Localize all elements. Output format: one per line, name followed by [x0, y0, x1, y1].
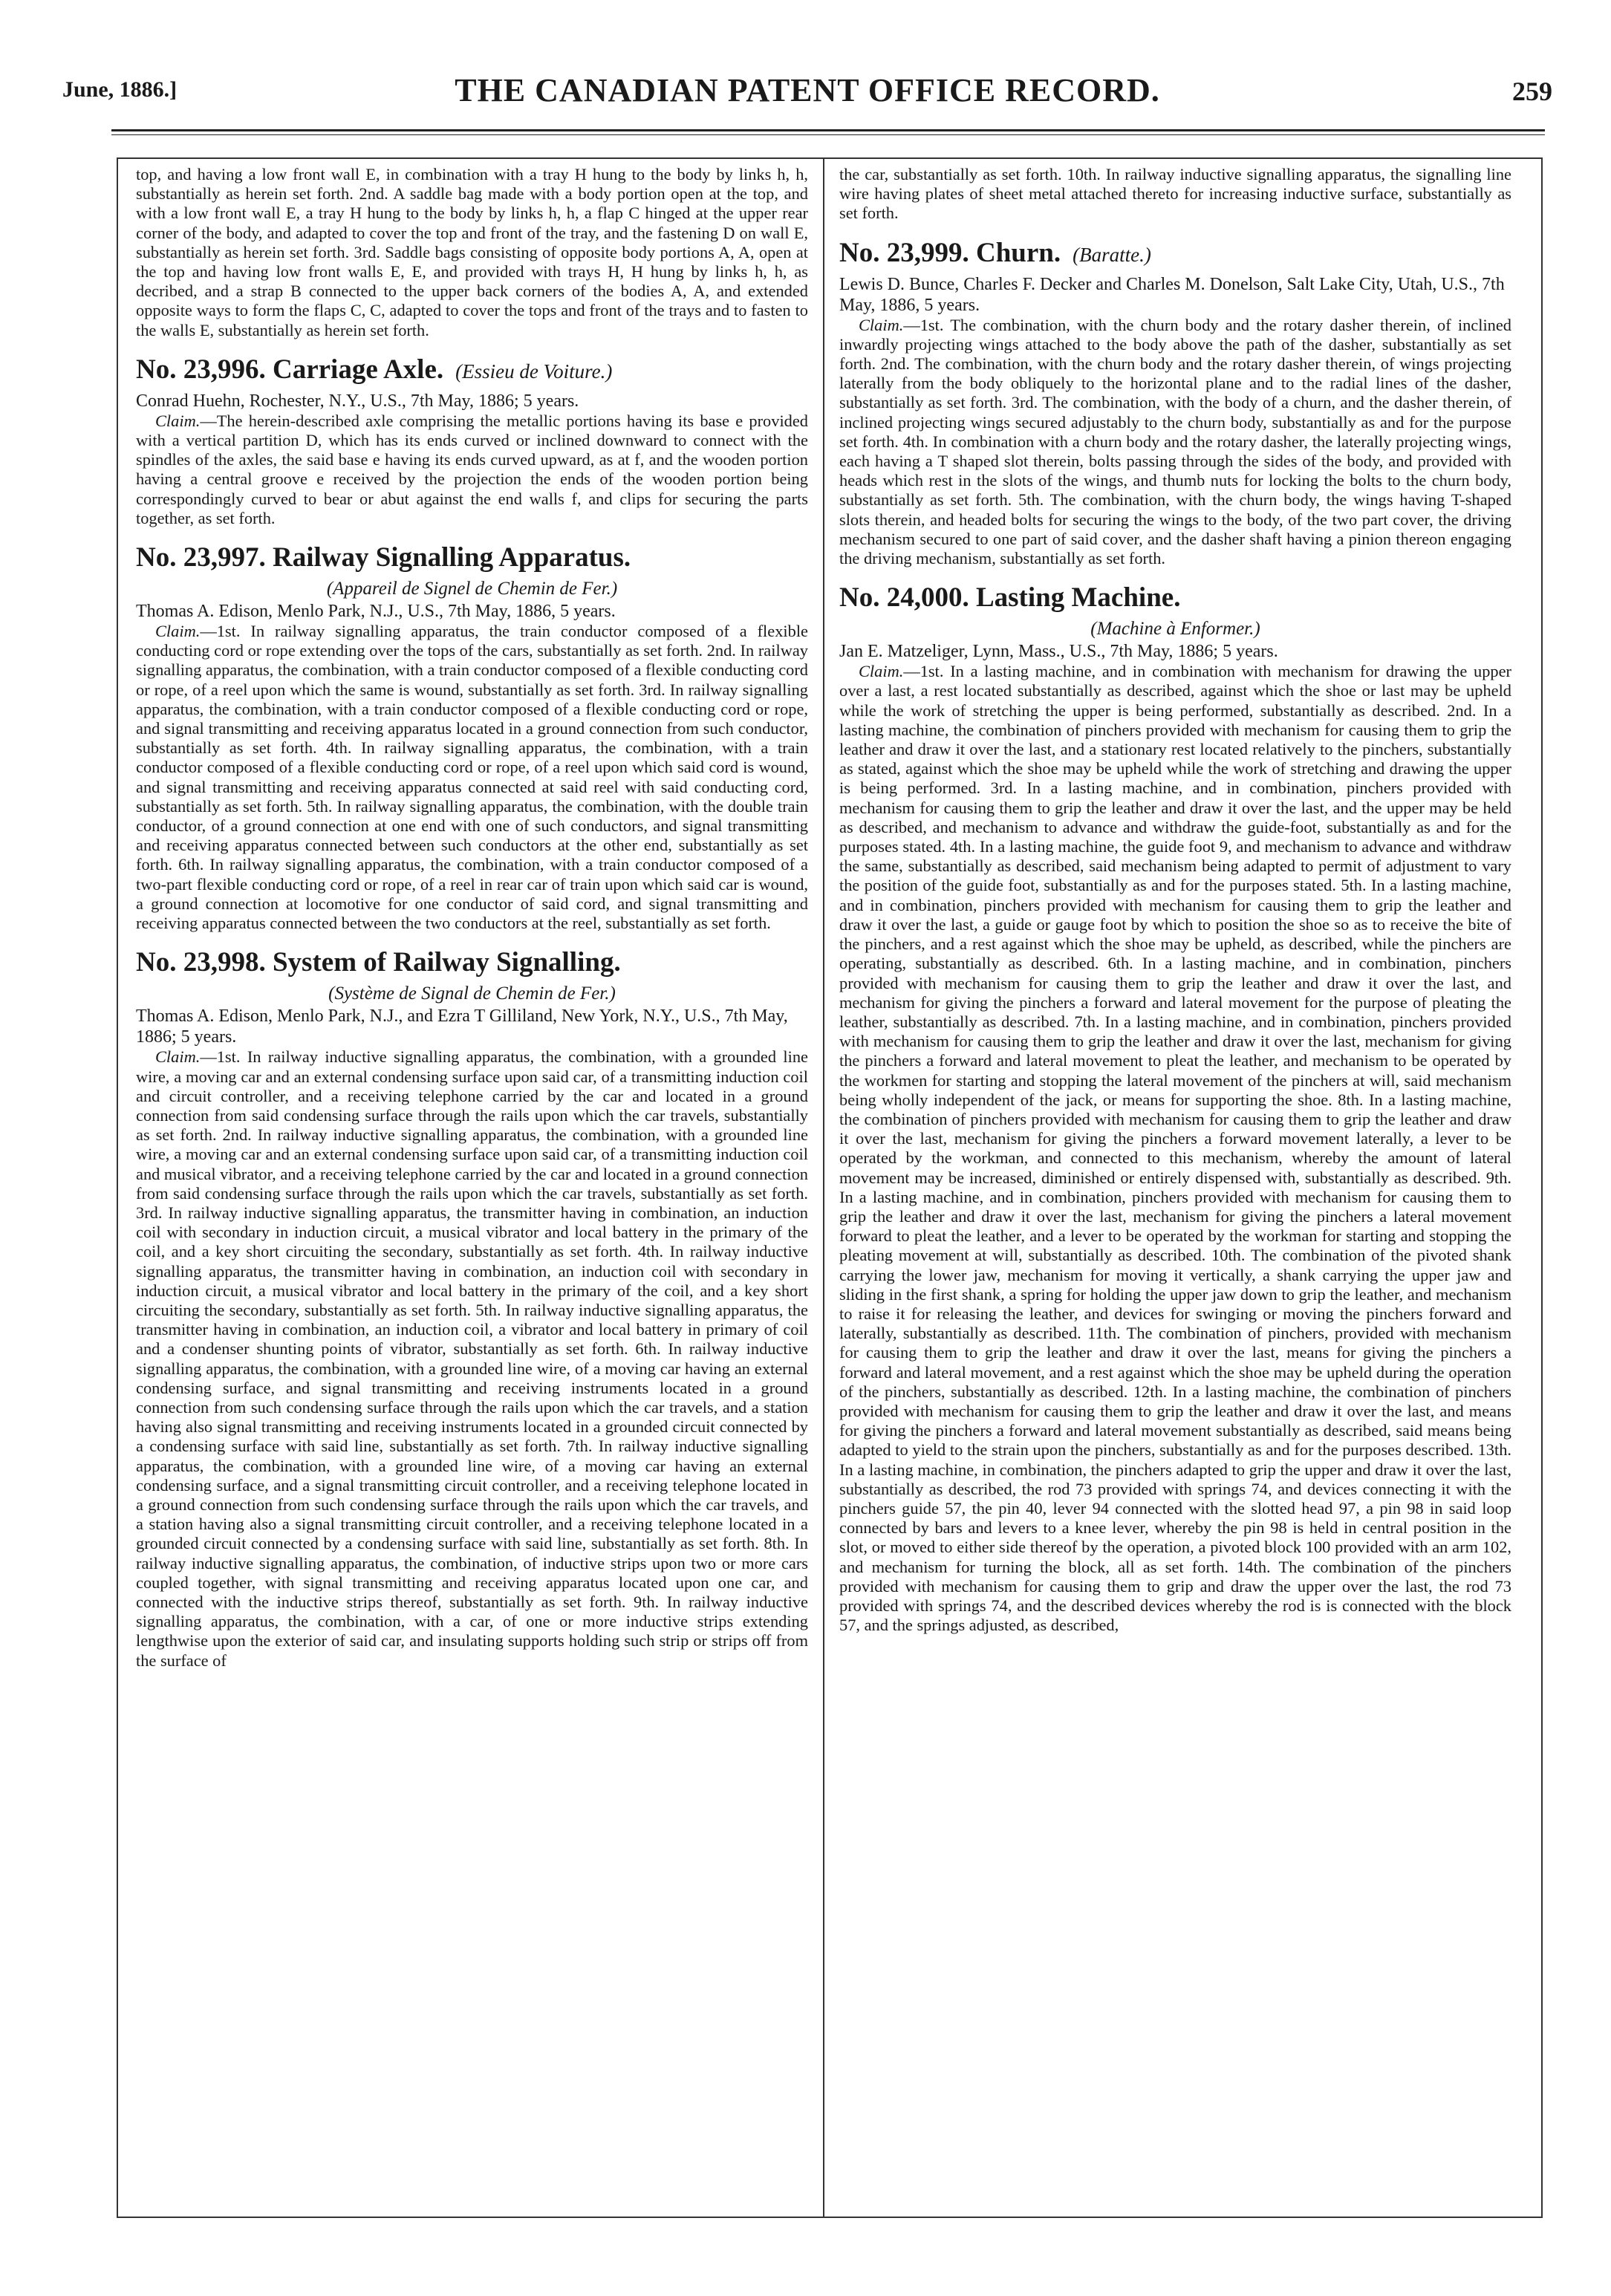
- patent-inventor: Lewis D. Bunce, Charles F. Decker and Charles M. Donelson, Salt Lake City, Utah, U.S., 7th May, 1886, 5 years.: [839, 274, 1505, 315]
- patent-inventor: Conrad Huehn, Rochester, N.Y., U.S., 7th May, 1886; 5 years.: [136, 391, 579, 411]
- claim-text: —1st. In railway inductive signalling apparatus, the combination, with a grounded line wire, a moving car and an external condensing surface upon said car, of a transmitting induction coil and circuit controller, and a receiving telephone carried by the car and located in a ground connection from said condensing surface through the rails upon which the car travels, substantially as set forth. 2nd. In railway inductive signalling apparatus, the combination, with a grounded line wire, a moving car and an external condensing surface upon said car, of a transmitting induction coil and musical vibrator, and a receiving telephone carried by the car and located in a ground connection from said condensing surface through the rails upon which the car travels, substantially as set forth. 3rd. In railway inductive signalling apparatus, the transmitter having in combination, an induction coil with secondary in induction circuit, a musical vibrator and local battery in the primary of the coil, and a key short circuiting the secondary, substantially as set forth. 4th. In railway inductive signalling apparatus, the transmitter having in combination, an induction coil with secondary in induction circuit, a musical vibrator and local battery in the primary of the coil, and a key short circuiting the secondary, substantially as set forth. 5th. In railway inductive signalling apparatus, the transmitter having in combination, an induction coil, a vibrator and local battery in primary of coil and a condenser shunting points of vibrator, substantially as set forth. 6th. In railway inductive signalling apparatus, the combination, with a grounded line wire, of a moving car having an external condensing surface, and signal transmitting and receiving instruments located in a ground connection from such condensing surface through the rails upon which the car travels, and a station having also signal transmitting and receiving instruments located in a grounded circuit connected by a condensing surface with said line, substantially as set forth. 7th. In railway inductive signalling apparatus, the combination, with a grounded line wire, of a moving car having an external condensing surface, and a signal transmitting circuit controller, and a receiving telephone located in a ground connection from such condensing surface through the rails upon which the car travels, and a station having also a signal transmitting circuit controller, and a receiving telephone located in a grounded circuit connected by a condensing surface with said line, substantially as set forth. 8th. In railway inductive signalling apparatus, the combination, of inductive strips upon two or more cars coupled together, with signal transmitting and receiving apparatus located upon one car, and connected with the inductive strips thereof, substantially as set forth. 9th. In railway inductive signalling apparatus, the combination, with a car, of one or more inductive strips extending lengthwise upon the exterior of said car, and insulating supports holding such strip or strips off from the surface of: [136, 1047, 808, 1670]
- patent-title: Churn.: [975, 237, 1061, 268]
- patent-number: No. 23,996.: [136, 354, 266, 385]
- patent-heading: [839, 237, 1511, 271]
- header-rule-thick: [111, 129, 1545, 131]
- patent-title: System of Railway Signalling.: [272, 947, 621, 978]
- patent-entry-23997: [136, 542, 808, 933]
- page-header: [62, 71, 1552, 116]
- claim-text: —1st. In a lasting machine, and in combination with mechanism for drawing the upper over a last, a rest located substantially as described, against which the shoe or last may be upheld while the work of stretching the upper is being performed, substantially as described. 2nd. In a lasting machine, the combination of pinchers provided with mechanism for causing them to grip the leather and draw it over the last, and a stationary rest located relatively to the pinchers, substantially as stated, against which the shoe may be upheld while the work of stretching and drawing the upper is being performed. 3rd. In a lasting machine, and in combination, pinchers provided with mechanism for causing them to grip the leather and draw it over the last, and the upper may be held as described, and mechanism to advance and withdraw the guide-foot, substantially as and for the purposes stated. 4th. In a lasting machine, the guide foot 9, and mechanism to advance and withdraw the same, substantially as described, said mechanism being adapted to permit of adjustment to vary the position of the guide foot, substantially as and for the purposes stated. 5th. In a lasting machine, and in combination, pinchers provided with mechanism for causing them to grip the leather and draw it over the last, a guide or gauge foot by which to position the shoe so as to receive the bite of the pinchers, and a rest against which the shoe may be upheld, as described, while the pinchers are operating, substantially as described. 6th. In a lasting machine, and in combination, pinchers provided with mechanism for causing them to grip the leather and draw it over the last, and mechanism for giving the pinchers a forward and lateral movement for the purpose of pleating the leather, substantially as described. 7th. In a lasting machine, and in combination, pinchers provided with mechanism for causing them to grip the leather and draw it over the last, mechanism for giving the pinchers a forward and lateral movement to pleat the leather, and mechanism to be operated by the workmen for starting and stopping the lateral movement of the pinchers at will, said mechanism being wholly independent of the jack, or means for supporting the shoe. 8th. In a lasting machine, the combination of pinchers provided with mechanism for causing them to grip the leather and draw it over the last, mechanism for giving the pinchers a forward movement laterally, a lever to be operated by the workman, and connected to this mechanism, whereby the amount of lateral movement may be increased, diminished or entirely dispensed with, substantially as described. 9th. In a lasting machine, and in combination, pinchers provided with mechanism for causing them to grip the leather and draw it over the last, mechanism for giving the pinchers a lateral movement forward to pleat the leather, and a lever to be operated by the workman for starting and stopping the pleating movement at will, substantially as described. 10th. The combination of the pivoted shank carrying the lower jaw, mechanism for moving it vertically, a shank carrying the upper jaw and sliding in the first shank, a spring for holding the upper jaw down to grip the leather, and mechanism to raise it for releasing the leather, and devices for swinging or moving the pinchers forward and laterally, substantially as described. 11th. The combination of pinchers, provided with mechanism for causing them to grip the leather and draw it over the last, means for giving the pinchers a forward and lateral movement, and a rest against which the shoe may be upheld during the operation of the pinchers, substantially as described. 12th. In a lasting machine, the combination of pinchers provided with mechanism for causing them to grip the leather and draw it over the last, and means for giving the pinchers a forward and lateral movement substantially as described, said means being adapted to yield to the strain upon the pinchers, substantially as and for the purposes described. 13th. In a lasting machine, in combination, the pinchers adapted to grip the upper and draw it over the last, substantially as described, the rod 73 provided with springs 74, and devices connecting it with the pinchers guide 57, the pin 40, lever 94 connected with the slotted head 97, a pin 98 in said loop connected by bars and levers to a knee lever, whereby the pin 98 is held in central position in the slot, or moved to either side thereof by the operation, a pivoted block 100 provided with an arm 102, and mechanism for turning the block, all as set forth. 14th. The combination of the pinchers provided with mechanism for causing them to grip and draw the upper over the last, the rod 73 provided with springs 74, and the described devices whereby the rod is is connected with the block 57, and the springs adjusted, as described,: [839, 662, 1511, 1635]
- patent-inventor: Jan E. Matzeliger, Lynn, Mass., U.S., 7th May, 1886; 5 years.: [839, 642, 1278, 662]
- claim-label: Claim.: [155, 622, 201, 641]
- patent-french-title: (Machine à Enformer.): [1090, 619, 1260, 640]
- column-divider: [823, 157, 824, 2218]
- header-rule-thin: [111, 134, 1545, 135]
- claim-text: —1st. The combination, with the churn body and the rotary dasher therein, of inclined inwardly projecting wings attached to the body above the path of the dasher, substantially as set forth. 2nd. The combination, with the churn body and the rotary dasher therein, of wings projecting laterally from the body obliquely to the horizontal plane and to the radial lines of the dasher, substantially as set forth. 3rd. The combination, with the body of a churn, and the dasher therein, of inclined projecting wings secured adjustably to the churn body, substantially as and for the purpose set forth. 4th. In combination with a churn body and the rotary dasher, the laterally projecting wings, each having a T shaped slot therein, bolts passing through the sides of the body, and provided with heads which rest in the slots of the wings, and thumb nuts for locking the bolts to the churn body, substantially as set forth. 5th. The combination, with the churn body, the wings having T-shaped slots therein, and headed bolts for securing the wings to the body, of the two part cover, the driving mechanism secured to one part of said cover, and the dasher shaft having a pinion thereon engaging the driving mechanism, substantially as set forth.: [839, 315, 1511, 568]
- patent-french-title: (Système de Signal de Chemin de Fer.): [328, 983, 616, 1004]
- claim-label: Claim.: [859, 662, 904, 681]
- patent-claim: [136, 412, 808, 528]
- patent-heading: [839, 582, 1511, 614]
- patent-heading: [136, 946, 808, 979]
- continuation-text: top, and having a low front wall E, in combination with a tray H hung to the body by links h, h, substantially as herein set forth. 2nd. A saddle bag made with a body portion open at the top, and with a low front wall E, a tray H hung to the body by links h, h, a flap C hinged at the upper rear corner of the body, and adapted to cover the top and front of the tray, and the fastening D on wall E, substantially as herein set forth. 3rd. Saddle bags consisting of opposite body portions A, A, open at the top and having low front walls E, E, and provided with trays H, H hung by links h, h, as decribed, and a strap B connected to the upper back corners of the bodies A, A, and extended opposite ways to form the flaps C, C, adapted to cover the tops and front of the trays and to fasten to the walls E, substantially as herein set forth.: [136, 165, 808, 339]
- patent-number: No. 23,998.: [136, 947, 266, 978]
- patent-number: No. 23,999.: [839, 237, 969, 268]
- patent-claim: [839, 316, 1511, 569]
- continuation-text: the car, substantially as set forth. 10th. In railway inductive signalling apparatus, the signalling line wire having plates of sheet metal attached thereto for increasing inductive surface, substantially as set forth.: [839, 165, 1511, 223]
- issue-date: June, 1886.]: [62, 77, 178, 102]
- patent-claim: [136, 1047, 808, 1671]
- patent-number: No. 23,997.: [136, 542, 266, 573]
- patent-title: Lasting Machine.: [975, 582, 1181, 614]
- patent-entry-23998: [136, 946, 808, 1671]
- patent-heading: [136, 354, 808, 388]
- claim-label: Claim.: [155, 411, 201, 430]
- patent-entry-23999: [839, 237, 1511, 569]
- right-column: [839, 165, 1511, 1635]
- claim-label: Claim.: [155, 1047, 201, 1067]
- claim-text: —The herein-described axle comprising the metallic portions having its base e provided with a vertical partition D, which has its ends curved or inclined downward to connect with the spindles of the axles, the said base e having its ends curved upward, as at f, and the wooden portion having a central groove e received by the projection the ends of the wooden portion being correspondingly curved to bear or abut against the end walls f, and clips for securing the parts together, as set forth.: [136, 411, 808, 527]
- patent-title: Carriage Axle.: [272, 354, 444, 385]
- claim-label: Claim.: [859, 315, 904, 334]
- patent-heading: [136, 542, 808, 574]
- patent-claim: [136, 622, 808, 933]
- patent-french-title: (Appareil de Signel de Chemin de Fer.): [326, 579, 618, 599]
- publication-title: THE CANADIAN PATENT OFFICE RECORD.: [455, 72, 1160, 108]
- patent-number: No. 24,000.: [839, 582, 969, 614]
- patent-title: Railway Signalling Apparatus.: [272, 542, 631, 573]
- claim-text: —1st. In railway signalling apparatus, the train conductor composed of a flexible conducting cord or rope extending over the tops of the cars, substantially as set forth. 2nd. In railway signalling apparatus, the combination, with a train conductor composed of a flexible conducting cord or rope, of a reel upon which the same is wound, substantially as set forth. 3rd. In railway signalling apparatus, the combination, with a train conductor composed of a flexible conducting cord or rope, and signal transmitting and receiving apparatus located in a ground connection from such conductor, substantially as set forth. 4th. In railway signalling apparatus, the combination, with a train conductor composed of a flexible conducting cord or rope, of a reel upon which said cord is wound, and signal transmitting and receiving apparatus connected at said reel with said conducting cord, substantially as set forth. 5th. In railway signalling apparatus, the combination, with the double train conductor, of a ground connection at one end with one of such conductors, and signal transmitting and receiving apparatus connected between such conductors at the other end, substantially as set forth. 6th. In railway signalling apparatus, the combination, with a train conductor composed of a two-part flexible conducting cord or rope, of a reel in rear car of train upon which said car is wound, a ground connection at locomotive for one conductor of said cord, and signal transmitting and receiving apparatus connected between the two conductors at the reel, substantially as set forth.: [136, 622, 808, 933]
- page-number: 259: [1512, 77, 1552, 106]
- patent-entry-23996: [136, 354, 808, 528]
- patent-inventor: Thomas A. Edison, Menlo Park, N.J., and Ezra T Gilliland, New York, N.Y., U.S., 7th May, 1886; 5 years.: [136, 1006, 788, 1047]
- left-column: [136, 165, 808, 1671]
- patent-inventor: Thomas A. Edison, Menlo Park, N.J., U.S., 7th May, 1886, 5 years.: [136, 602, 616, 622]
- patent-entry-24000: [839, 582, 1511, 1635]
- patent-french-title: (Baratte.): [1073, 243, 1151, 266]
- patent-french-title: (Essieu de Voiture.): [455, 360, 613, 383]
- patent-claim: [839, 662, 1511, 1635]
